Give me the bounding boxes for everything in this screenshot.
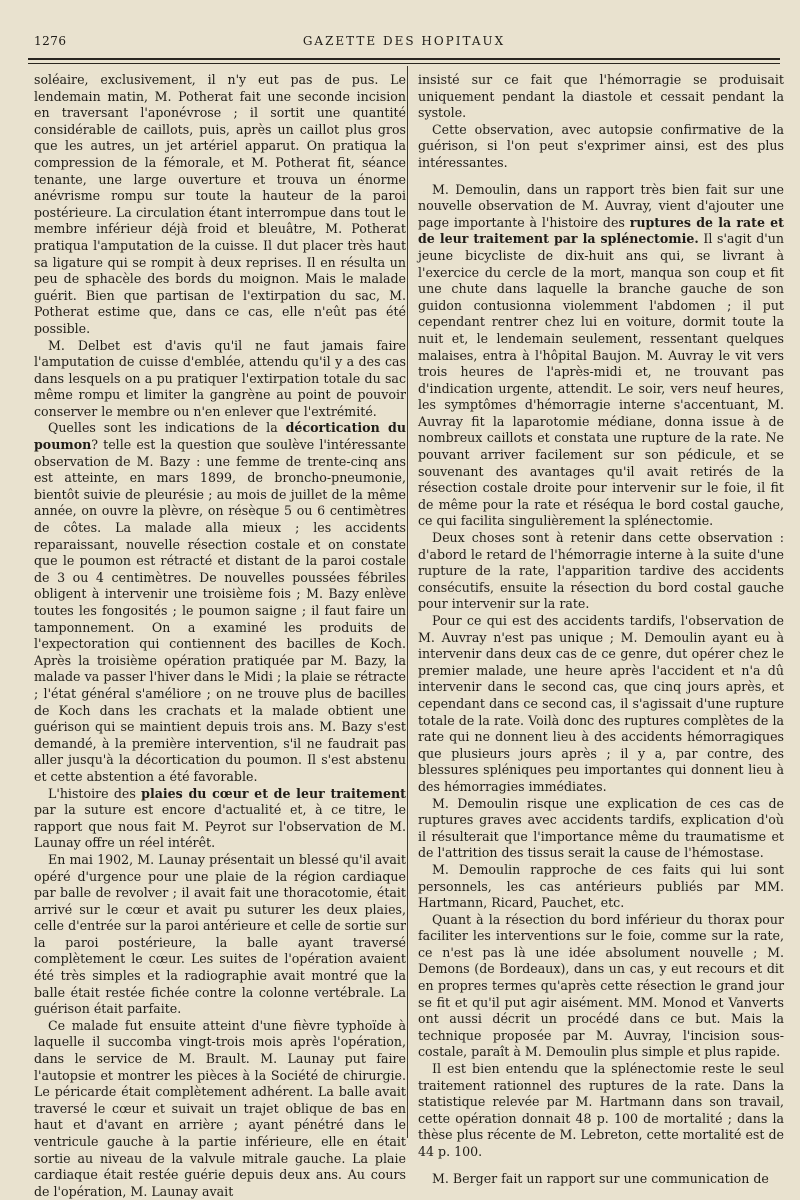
text-run: Il s'agit d'un jeune bicycliste de dix-huit ans qui, se livrant à l'exercice du cercle de la mort, manqua son coup et fit une chute dans laquelle la branche gauche de son guidon contusionna violemment l'abdomen ; il put cependant rentrer chez lui en voiture, dormit toute la nuit et, le lendemain seulement, ressentant quelques malaises, entra à l'hôpital Baujon. M. Auvray le vit vers trois heures de l'après-midi et, ne trouvant pas d'indication urgente, attendit. Le soir, vers neuf heures, les symptômes d'hémorragie interne s'accentuant, M. Auvray fit la laparotomie médiane, donna issue à de nombreux caillots et constata une rupture de la rate. Ne pouvant arriver facilement sur son pédicule, et se souvenant des avantages qu'il avait retirés de la résection costale droite pour intervenir sur le foie, il fit de même pour la rate et réséqua le bord costal gauche, ce qui facilita singulièrement la splénectomie. bbox=[418, 231, 784, 529]
paragraph bbox=[34, 338, 406, 421]
bold-phrase: décortication du poumon bbox=[34, 420, 406, 453]
paragraph bbox=[34, 420, 406, 785]
bold-phrase: plaies du cœur et de leur traitement bbox=[141, 785, 406, 801]
text-run: Il est bien entendu que la splénectomie reste le seul traitement rationnel des ruptures de la rate. Dans la statistique relevée par M. Hartmann dans son travail, cette opération donnait 48 p. 100 de mortalité ; dans la thèse plus récente de M. Lebreton, cette mortalité est de 44 p. 100. bbox=[418, 1061, 784, 1159]
column-divider bbox=[407, 66, 408, 1138]
text-run: ? telle est la question que soulève l'intéressante observation de M. Bazy : une femme de trente-cinq ans est atteinte, en mars 1899, de broncho-pneumonie, bientôt suivie de pleurésie ; au mois de juillet de la même année, on ouvre la plèvre, on résèque 5 ou 6 centimètres de côtes. La malade alla mieux ; les accidents reparaissant, nouvelle résection costale et on constate que le poumon est rétracté et distant de la paroi costale de 3 ou 4 centimètres. De nouvelles poussées fébriles obligent à intervenir une troisième fois ; M. Bazy enlève toutes les fongosités ; le poumon saigne ; il faut faire un tamponnement. On a examiné les produits de l'expectoration qui contiennent des bacilles de Koch. Après la troisième opération pratiquée par M. Bazy, la malade va passer l'hiver dans le Midi ; la plaie se rétracte ; l'état général s'améliore ; on ne trouve plus de bacilles de Koch dans les crachats et la malade obtient une guérison qui se maintient depuis trois ans. M. Bazy s'est demandé, à la première intervention, s'il ne faudrait pas aller jusqu'à la décortication du poumon. Il s'est abstenu et cette abstention a été favorable. bbox=[34, 437, 406, 784]
paragraph bbox=[418, 1061, 784, 1161]
paragraph bbox=[34, 786, 406, 852]
text-run: insisté sur ce fait que l'hémorragie se produisait uniquement pendant la diastole et cessait pendant la systole. bbox=[418, 72, 784, 121]
paragraph bbox=[34, 852, 406, 1018]
text-run: Pour ce qui est des accidents tardifs, l'observation de M. Auvray n'est pas unique ; M. Demoulin ayant eu à intervenir dans deux cas de ce genre, dut opérer chez le premier malade, une heure après l'accident et n'a dû intervenir dans le second cas, que cinq jours après, et cependant dans ce second cas, il s'agissait d'une rupture totale de la rate. Voilà donc des ruptures complètes de la rate qui ne donnent lieu à des accidents hémorragiques que plusieurs jours après ; il y a, par contre, des blessures spléniques peu importantes qui donnent lieu à des hémorragies immédiates. bbox=[418, 613, 784, 794]
text-run: M. Demoulin risque une explication de ces cas de ruptures graves avec accidents tardifs, explication d'où il résulterait que l'importance même du traumatisme et de l'attrition des tissus serait la cause de l'hémostase. bbox=[418, 795, 784, 861]
paragraph bbox=[418, 796, 784, 862]
text-run: Quant à la résection du bord inférieur du thorax pour faciliter les interventions sur le foie, comme sur la rate, ce n'est pas là une idée absolument nouvelle ; M. Demons (de Bordeaux), dans un cas, y eut recours et dit en propres termes qu'après cette résection le grand jour se fit et qu'il put agir aisément. MM. Monod et Vanverts ont aussi décrit un procédé dans ce but. Mais la technique proposée par M. Auvray, l'incision sous-costale, paraît à M. Demoulin plus simple et plus rapide. bbox=[418, 911, 784, 1060]
text-run: Deux choses sont à retenir dans cette observation : d'abord le retard de l'hémorragie interne à la suite d'une rupture de la rate, l'apparition tardive des accidents consécutifs, ensuite la résection du bord costal gauche pour intervenir sur la rate. bbox=[418, 530, 784, 612]
text-run: M. Demoulin, dans un rapport très bien fait sur une nouvelle observation de M. Auvray, vient d'ajouter une page importante à l'histoire des bbox=[418, 181, 784, 230]
text-run: Quelles sont les indications de la bbox=[48, 420, 286, 436]
text-run: L'histoire des bbox=[48, 785, 142, 801]
text-run: Cette observation, avec autopsie confirmative de la guérison, si l'on peut s'exprimer ainsi, est des plus intéressantes. bbox=[418, 121, 784, 170]
text-run: En mai 1902, M. Launay présentait un blessé qu'il avait opéré d'urgence pour une plaie de la région cardiaque par balle de revolver ; il avait fait une thoracotomie, était arrivé sur le cœur et avait pu suturer les deux plaies, celle d'entrée sur la paroi antérieure et celle de sortie sur la paroi postérieure, la balle ayant traversé complètement le cœur. Les suites de l'opération avaient été très simples et la radiographie avait montré que la balle était restée fichée contre la colonne vertébrale. La guérison était parfaite. bbox=[34, 851, 406, 1017]
paragraph bbox=[418, 530, 784, 613]
paragraph bbox=[418, 182, 784, 530]
text-run: M. Demoulin rapproche de ces faits qui lui sont personnels, les cas antérieurs publiés par MM. Hartmann, Ricard, Pauchet, etc. bbox=[418, 861, 784, 911]
paragraph bbox=[34, 1018, 406, 1200]
text-run: Ce malade fut ensuite atteint d'une fièvre typhoïde à laquelle il succomba vingt-trois mois après l'opération, dans le service de M. Brault. M. Launay put faire l'autopsie et montrer les pièces à la Société de chirurgie. Le péricarde était complètement adhérent. La balle avait traversé le cœur et suivait un trajet oblique de bas en haut et d'avant en arrière ; ayant pénétré dans le ventricule gauche à la partie inférieure, elle en était sortie au niveau de la valvule mitrale gauche. La plaie cardiaque était restée guérie depuis deux ans. Au cours de l'opération, M. Launay avait bbox=[34, 1017, 406, 1199]
text-run: M. Delbet est d'avis qu'il ne faut jamais faire l'amputation de cuisse d'emblée, attendu qu'il y a des cas dans lesquels on a pu pratiquer l'extirpation totale du sac même rompu et limiter la gangrène au point de pouvoir conserver le membre ou n'en enlever que l'extrémité. bbox=[34, 337, 406, 419]
paragraph bbox=[34, 72, 406, 338]
paragraph bbox=[418, 862, 784, 912]
text-run: soléaire, exclusivement, il n'y eut pas de pus. Le lendemain matin, M. Potherat fait une seconde incision en traversant l'aponévrose ; il sortit une quantité considérable de caillots, puis, après un caillot plus gros que les autres, un jet artériel apparut. On pratiqua la compression de la fémorale, et M. Potherat fit, séance tenante, une large ouverture et trouva un énorme anévrisme rompu sur toute la hauteur de la paroi postérieure. La circulation étant interrompue dans tout le membre inférieur déjà froid et bleuâtre, M. Potherat pratiqua l'amputation de la cuisse. Il dut placer très haut sa ligature qui se rompit à deux reprises. Il en résulta un peu de sphacèle des bords du moignon. Mais le malade guérit. Bien que partisan de l'extirpation du sac, M. Potherat estime que, dans ce cas, elle n'eût pas été possible. bbox=[34, 72, 406, 336]
journal-title: GAZETTE DES HOPITAUX bbox=[302, 34, 506, 48]
paragraph bbox=[418, 1171, 784, 1188]
paragraph bbox=[418, 912, 784, 1061]
text-run: M. Berger fait un rapport sur une communication de bbox=[432, 1170, 769, 1186]
left-column bbox=[34, 72, 406, 1200]
paragraph bbox=[418, 72, 784, 122]
text-run: par la suture est encore d'actualité et, à ce titre, le rapport que nous fait M. Peyrot sur l'observation de M. Launay offre un réel intérêt. bbox=[34, 802, 406, 851]
paragraph bbox=[418, 613, 784, 796]
paragraph bbox=[418, 122, 784, 172]
page-header bbox=[28, 28, 780, 58]
right-column bbox=[418, 72, 784, 1187]
bold-phrase: ruptures de la rate et de leur traitement par la splénectomie. bbox=[418, 214, 784, 247]
header-rule bbox=[28, 58, 780, 64]
page-number: 1276 bbox=[34, 34, 67, 48]
